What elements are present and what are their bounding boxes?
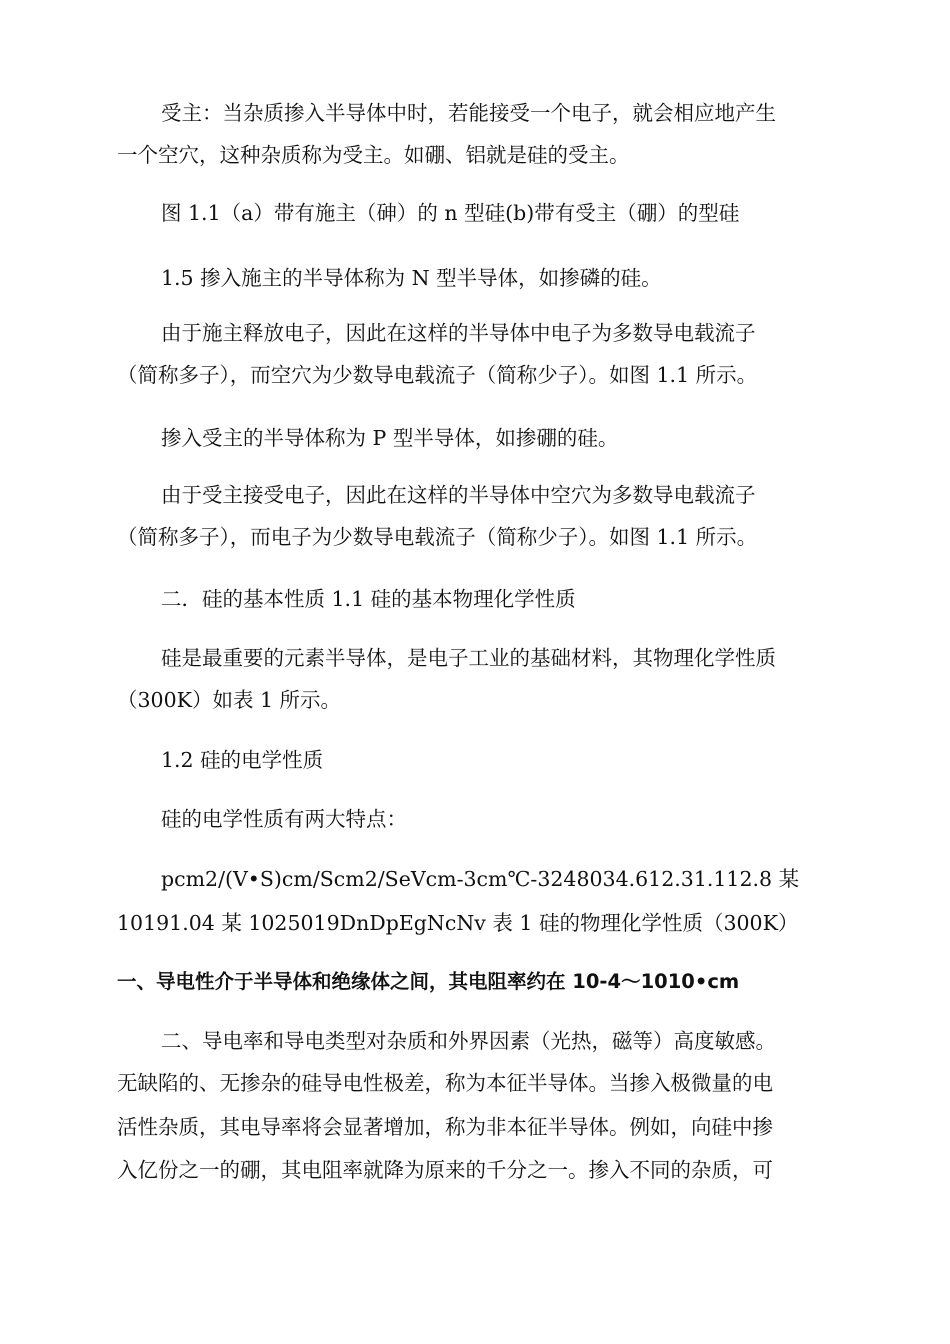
text-line: 无缺陷的、无掺杂的硅导电性极差，称为本征半导体。当掺入极微量的电	[117, 1071, 773, 1095]
text-line: 一、导电性介于半导体和绝缘体之间，其电阻率约在 10-4～1010•cm	[117, 970, 740, 993]
text-line: 一个空穴，这种杂质称为受主。如硼、铝就是硅的受主。	[117, 143, 630, 167]
text-line: 由于施主释放电子，因此在这样的半导体中电子为多数导电载流子	[161, 321, 756, 345]
text-line: 二．硅的基本性质 1.1 硅的基本物理化学性质	[161, 587, 576, 611]
text-line: 1.2 硅的电学性质	[161, 748, 324, 772]
text-line: 掺入受主的半导体称为 P 型半导体，如掺硼的硅。	[161, 426, 619, 450]
text-line: 受主：当杂质掺入半导体中时，若能接受一个电子，就会相应地产生	[161, 101, 776, 125]
text-line: 活性杂质，其电导率将会显著增加，称为非本征半导体。例如，向硅中掺	[117, 1115, 773, 1139]
text-line: （简称多子），而电子为少数导电载流子（简称少子）。如图 1.1 所示。	[117, 525, 758, 549]
text-line: 图 1.1（a）带有施主（砷）的 n 型硅(b)带有受主（硼）的型硅	[161, 201, 740, 225]
text-line: 1.5 掺入施主的半导体称为 N 型半导体，如掺磷的硅。	[161, 266, 662, 290]
text-line: 10191.04 某 1025019DnDpEgNcNv 表 1 硅的物理化学性质（300K）	[117, 911, 799, 935]
text-line: （300K）如表 1 所示。	[117, 688, 342, 712]
text-line: 入亿份之一的硼，其电阻率就降为原来的千分之一。掺入不同的杂质，可	[117, 1158, 773, 1182]
text-line: 由于受主接受电子，因此在这样的半导体中空穴为多数导电载流子	[161, 483, 756, 507]
text-line: （简称多子），而空穴为少数导电载流子（简称少子）。如图 1.1 所示。	[117, 363, 758, 387]
text-line: 硅是最重要的元素半导体，是电子工业的基础材料，其物理化学性质	[161, 646, 776, 670]
text-line: pcm2/(V•S)cm/Scm2/SeVcm-3cm℃-3248034.612.31.112.8 某	[161, 867, 800, 891]
text-line: 硅的电学性质有两大特点：	[161, 807, 407, 831]
text-line: 二、导电率和导电类型对杂质和外界因素（光热，磁等）高度敏感。	[161, 1029, 776, 1053]
